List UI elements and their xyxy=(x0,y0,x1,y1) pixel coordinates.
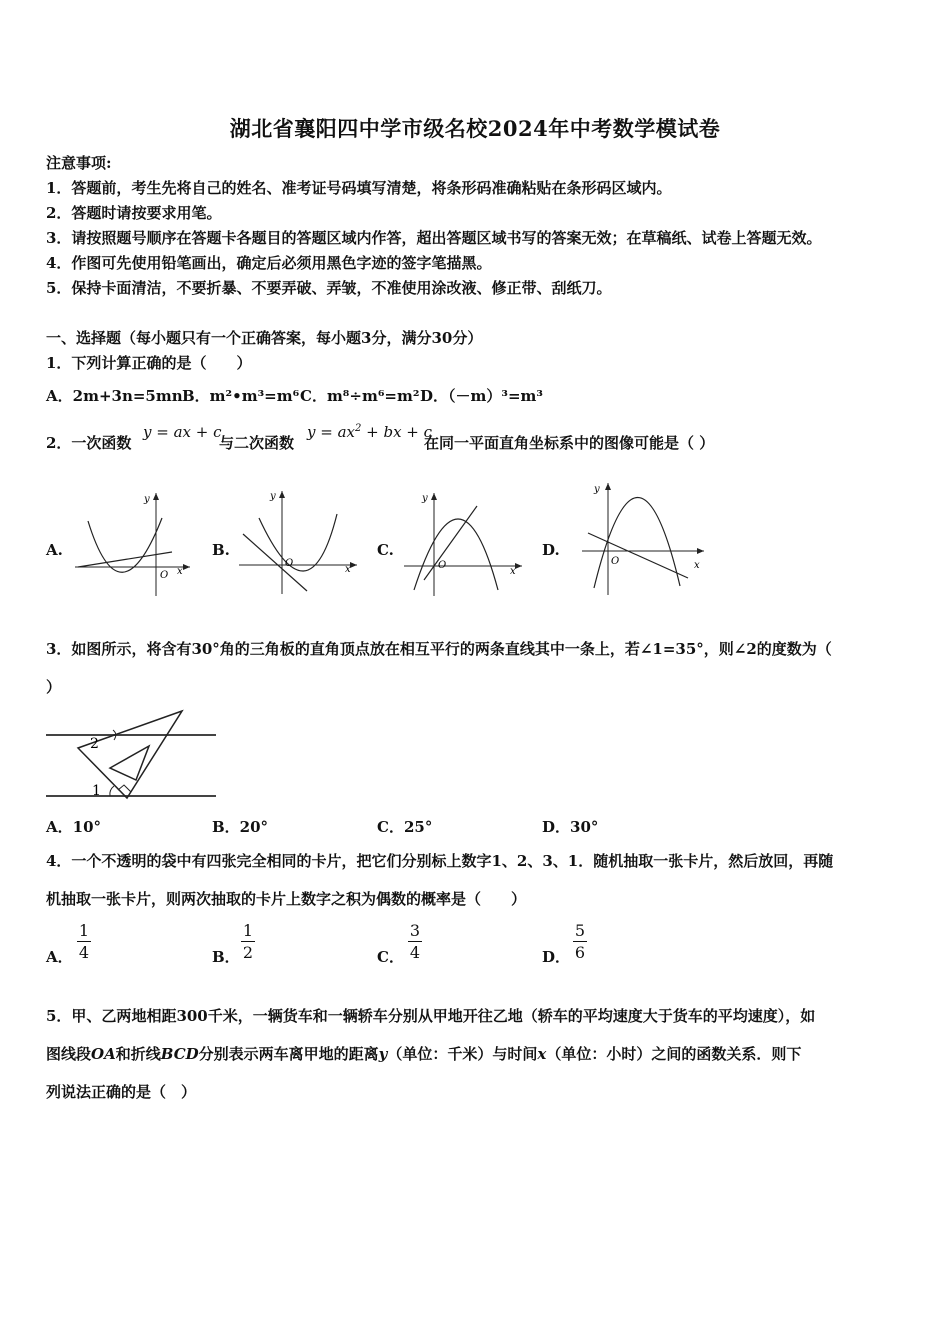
notice-heading: 注意事项: xyxy=(46,154,112,172)
q2-stem-suffix: 在同一平面直角坐标系中的图像可能是（ ） xyxy=(424,434,715,452)
parabola xyxy=(259,514,337,571)
notice-item-4: 4．作图可先使用铅笔画出，确定后必须用黑色字迹的签字笔描黑。 xyxy=(46,254,492,272)
q2-graph-d xyxy=(580,478,710,600)
q2-option-c-label: C. xyxy=(377,541,394,559)
parabola xyxy=(414,519,498,590)
origin-label: O xyxy=(611,556,620,567)
x-axis-label: x xyxy=(694,560,700,571)
q1-option-a: A．2m+3n=5mn xyxy=(46,387,183,405)
q4-option-a-fraction: 1 4 xyxy=(78,921,90,962)
q4-option-c-label: C． xyxy=(377,948,404,966)
q2-stem-mid: 与二次函数 xyxy=(219,434,295,452)
q3-option-b: B．20° xyxy=(212,818,269,836)
q2-option-a-label: A. xyxy=(46,541,63,559)
q3-stem-line-2: ） xyxy=(46,678,62,696)
q4-option-b-fraction: 1 2 xyxy=(242,921,254,962)
q3-option-d: D．30° xyxy=(542,818,599,836)
section-heading: 一、选择题（每小题只有一个正确答案，每小题3分，满分30分） xyxy=(46,329,483,347)
x-axis-label: x xyxy=(345,564,351,575)
x-axis-label: x xyxy=(510,566,516,577)
y-arrow-icon xyxy=(279,491,285,498)
q3-option-a: A．10° xyxy=(46,818,102,836)
y-arrow-icon xyxy=(153,493,159,500)
y-axis-label: y xyxy=(144,494,150,505)
q4-stem-line-2: 机抽取一张卡片，则两次抽取的卡片上数字之积为偶数的概率是（ ） xyxy=(46,890,527,908)
y-arrow-icon xyxy=(431,493,437,500)
line xyxy=(424,506,477,580)
line xyxy=(78,552,172,567)
x-axis-label: x xyxy=(177,566,183,577)
q2-quadratic-expression: $y = ax^2$ + bx + c xyxy=(307,423,433,441)
notice-item-1: 1．答题前，考生先将自己的姓名、准考证号码填写清楚，将条形码准确粘贴在条形码区域内。 xyxy=(46,179,672,197)
q5-line-1: 5．甲、乙两地相距300千米，一辆货车和一辆轿车分别从甲地开往乙地（轿车的平均速度大于货车的平均速度），如 xyxy=(46,1007,816,1025)
q4-option-d-label: D． xyxy=(542,948,571,966)
q2-linear-expression: y = ax + c xyxy=(143,423,222,441)
notice-item-3: 3．请按照题号顺序在答题卡各题目的答题区域内作答，超出答题区域书写的答案无效；在草稿纸、试卷上答题无效。 xyxy=(46,229,822,247)
y-arrow-icon xyxy=(605,483,611,490)
question-1-stem: 1．下列计算正确的是（ ） xyxy=(46,354,252,372)
q5-line-2: 图线段OA和折线BCD分别表示两车离甲地的距离y（单位：千米）与时间x（单位：小时）之间的函数关系．则下 xyxy=(46,1045,802,1063)
q2-graph-b xyxy=(237,486,362,598)
q3-option-c: C．25° xyxy=(377,818,433,836)
q1-option-b: B．m²•m³=m⁶ xyxy=(182,387,300,405)
origin-label: O xyxy=(438,560,447,571)
x-arrow-icon xyxy=(515,563,522,569)
parabola xyxy=(594,497,680,588)
notice-item-2: 2．答题时请按要求用笔。 xyxy=(46,204,222,222)
angle-2-label: 2 xyxy=(90,736,99,752)
x-arrow-icon xyxy=(183,564,190,570)
q3-stem-line-1: 3．如图所示，将含有30°角的三角板的直角顶点放在相互平行的两条直线其中一条上，若∠1=35°，则∠2的度数为（ xyxy=(46,640,832,658)
q4-option-a-label: A． xyxy=(46,948,73,966)
y-axis-label: y xyxy=(594,484,600,495)
q4-option-c-fraction: 3 4 xyxy=(409,921,421,962)
q5-line-3: 列说法正确的是（ ） xyxy=(46,1083,197,1101)
q1-option-d: D．（－m）³=m³ xyxy=(420,387,543,405)
origin-label: O xyxy=(160,570,169,581)
q2-graph-a xyxy=(70,488,195,600)
y-axis-label: y xyxy=(270,491,276,502)
origin-label: O xyxy=(285,558,294,569)
page-title: 湖北省襄阳四中学市级名校2024年中考数学模试卷 xyxy=(229,116,721,141)
x-arrow-icon xyxy=(697,548,704,554)
line xyxy=(243,534,307,591)
q4-option-b-label: B． xyxy=(212,948,240,966)
q2-option-b-label: B. xyxy=(212,541,230,559)
q3-figure xyxy=(44,706,219,804)
x-arrow-icon xyxy=(350,562,357,568)
triangle-ruler-inner xyxy=(110,746,149,780)
q2-graph-c xyxy=(402,488,527,600)
q2-option-d-label: D. xyxy=(542,541,560,559)
q2-stem-prefix: 2．一次函数 xyxy=(46,434,132,452)
q4-stem-line-1: 4．一个不透明的袋中有四张完全相同的卡片，把它们分别标上数字1、2、3、1．随机抽取一张卡片，然后放回，再随 xyxy=(46,852,834,870)
notice-item-5: 5．保持卡面清洁，不要折暴、不要弄破、弄皱，不准使用涂改液、修正带、刮纸刀。 xyxy=(46,279,612,297)
q1-option-c: C．m⁸÷m⁶=m² xyxy=(300,387,420,405)
q4-option-d-fraction: 5 6 xyxy=(574,921,586,962)
y-axis-label: y xyxy=(422,493,428,504)
angle-1-label: 1 xyxy=(92,783,101,799)
angle-1-arc xyxy=(110,786,114,796)
